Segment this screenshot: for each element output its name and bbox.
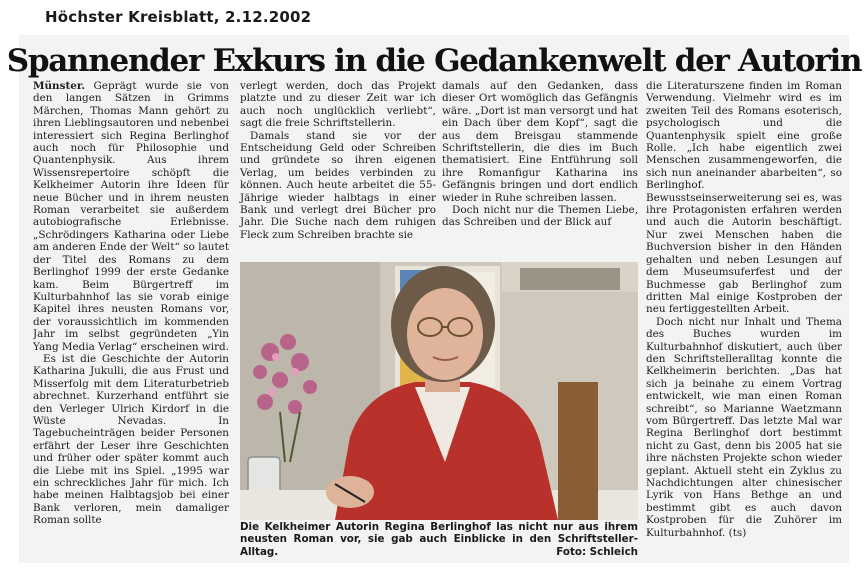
paragraph: Doch nicht nur Inhalt und Thema des Buches wurden im Kulturbahnhof diskutiert, auch über den Schriftstelleralltag konnte die Kelkheimerin berichten. „Das hat sich ja beinahe zu einem Vortrag entwickelt, wie man einen Roman schreibt“, so Marianne Waetzmann vom Bürgertreff. Das letzte Mal war Regina Berlinghof dort bestimmt nicht zu Gast, denn bis 2005 hat sie ihre nächsten Projekte schon wieder geplant. Aktuell steht ein Zyklus zu Nachdichtungen alter chinesischer Lyrik von Hans Bethge an und bestimmt gibt es auch davon Kostproben für die Zuhörer im Kulturbahnhof. (ts): [646, 315, 842, 539]
paragraph: Damals stand sie vor der Entscheidung Geld oder Schreiben und gründete so ihren eigenen Verlag, um beides verbinden zu können. Auch heute arbeitet die 55-Jährige wieder halbtags in einer Bank und verlegt drei Bücher pro Jahr. Die Suche nach dem ruhigen Fleck zum Schreiben brachte sie: [240, 129, 436, 241]
article-column-2: [240, 80, 436, 241]
photo-caption: [240, 521, 638, 558]
paragraph: die Literaturszene finden im Roman Verwendung. Vielmehr wird es im zweiten Teil des Romans esoterisch, psychologisch und die Quantenphysik spielt eine große Rolle. „Ich habe eigentlich zwei Menschen zusammengeworfen, die sich nun aneinander abarbeiten“, so Berlinghof. Bewusstseinserweiterung sei es, was ihre Protagonisten erfahren werden und auch die Autorin beschäftigt. Nur zwei Menschen haben die Buchversion bisher in den Händen gehalten und neben Lesungen auf dem Museumsuferfest und der Buchmesse gab Berlinghof zum dritten Mal einige Kostproben der neu fertiggestellten Arbeit.: [646, 80, 842, 316]
paragraph: Es ist die Geschichte der Autorin Katharina Jukulli, die aus Frust und Misserfolg mit dem Literaturbetrieb abrechnet. Kurzerhand entführt sie den Verleger Ulrich Kirdorf in die Wüste Nevadas. In Tagebucheinträgen beider Personen erfährt der Leser ihre Geschichten und früher oder später kommt auch die Liebe mit ins Spiel. „1995 war ein schreckliches Jahr für mich. Ich habe meinen Halbtagsjob bei einer Bank verloren, mein damaliger Roman sollte: [33, 352, 229, 527]
caption-text: Die Kelkheimer Autorin Regina Berlinghof las nicht nur aus ihrem neusten Roman vor, sie gab auch Einblicke in den Schriftsteller-Alltag.: [240, 521, 638, 558]
article-headline: Spannender Exkurs in die Gedankenwelt der Autorin: [6, 43, 862, 79]
paragraph: verlegt werden, doch das Projekt platzte und zu dieser Zeit war ich auch noch unglücklich verliebt“, sagt die freie Schriftstellerin.: [240, 80, 436, 130]
article-column-4: [646, 80, 842, 564]
paragraph: [33, 80, 229, 353]
article-column-1: [33, 80, 229, 564]
dateline: Münster.: [33, 80, 86, 92]
newspaper-source-date: Höchster Kreisblatt, 2.12.2002: [45, 8, 312, 26]
photo-credit: Foto: Schleich: [556, 545, 638, 558]
article-column-3: [442, 80, 638, 229]
author-photo: [240, 262, 638, 520]
paragraph-text: Geprägt wurde sie von den langen Sätzen in Grimms Märchen, Thomas Mann gehört zu ihren Lieblingsautoren und nebenbei interessiert sich Regina Berlinghof auch noch für Philosophie und Quantenphysik. Aus ihrem Wissensrepertoire schöpft die Kelkheimer Autorin ihre Ideen für neue Bücher und in ihrem neusten Roman verarbeitet sie außerdem autobiografische Erlebnisse. „Schrödingers Katharina oder Liebe am anderen Ende der Welt“ so lautet der Titel des Romans zu dem Berlinghof 1999 der erste Gedanke kam. Beim Bürgertreff im Kulturbahnhof las sie vorab einige Kapitel ihres neusten Romans vor, der voraussichtlich im kommenden Jahr im selbst gegründeten „Yin Yang Media Verlag“ erscheinen wird.: [33, 80, 229, 353]
paragraph: damals auf den Gedanken, dass dieser Ort womöglich das Gefängnis wäre. „Dort ist man versorgt und hat ein Dach über dem Kopf“, sagt die aus dem Breisgau stammende Schriftstellerin, die dies im Buch thematisiert. Eine Entführung soll ihre Romanfigur Katharina ins Gefängnis bringen und dort endlich wieder in Ruhe schreiben lassen.: [442, 80, 638, 204]
paragraph: Doch nicht nur die Themen Liebe, das Schreiben und der Blick auf: [442, 204, 638, 229]
